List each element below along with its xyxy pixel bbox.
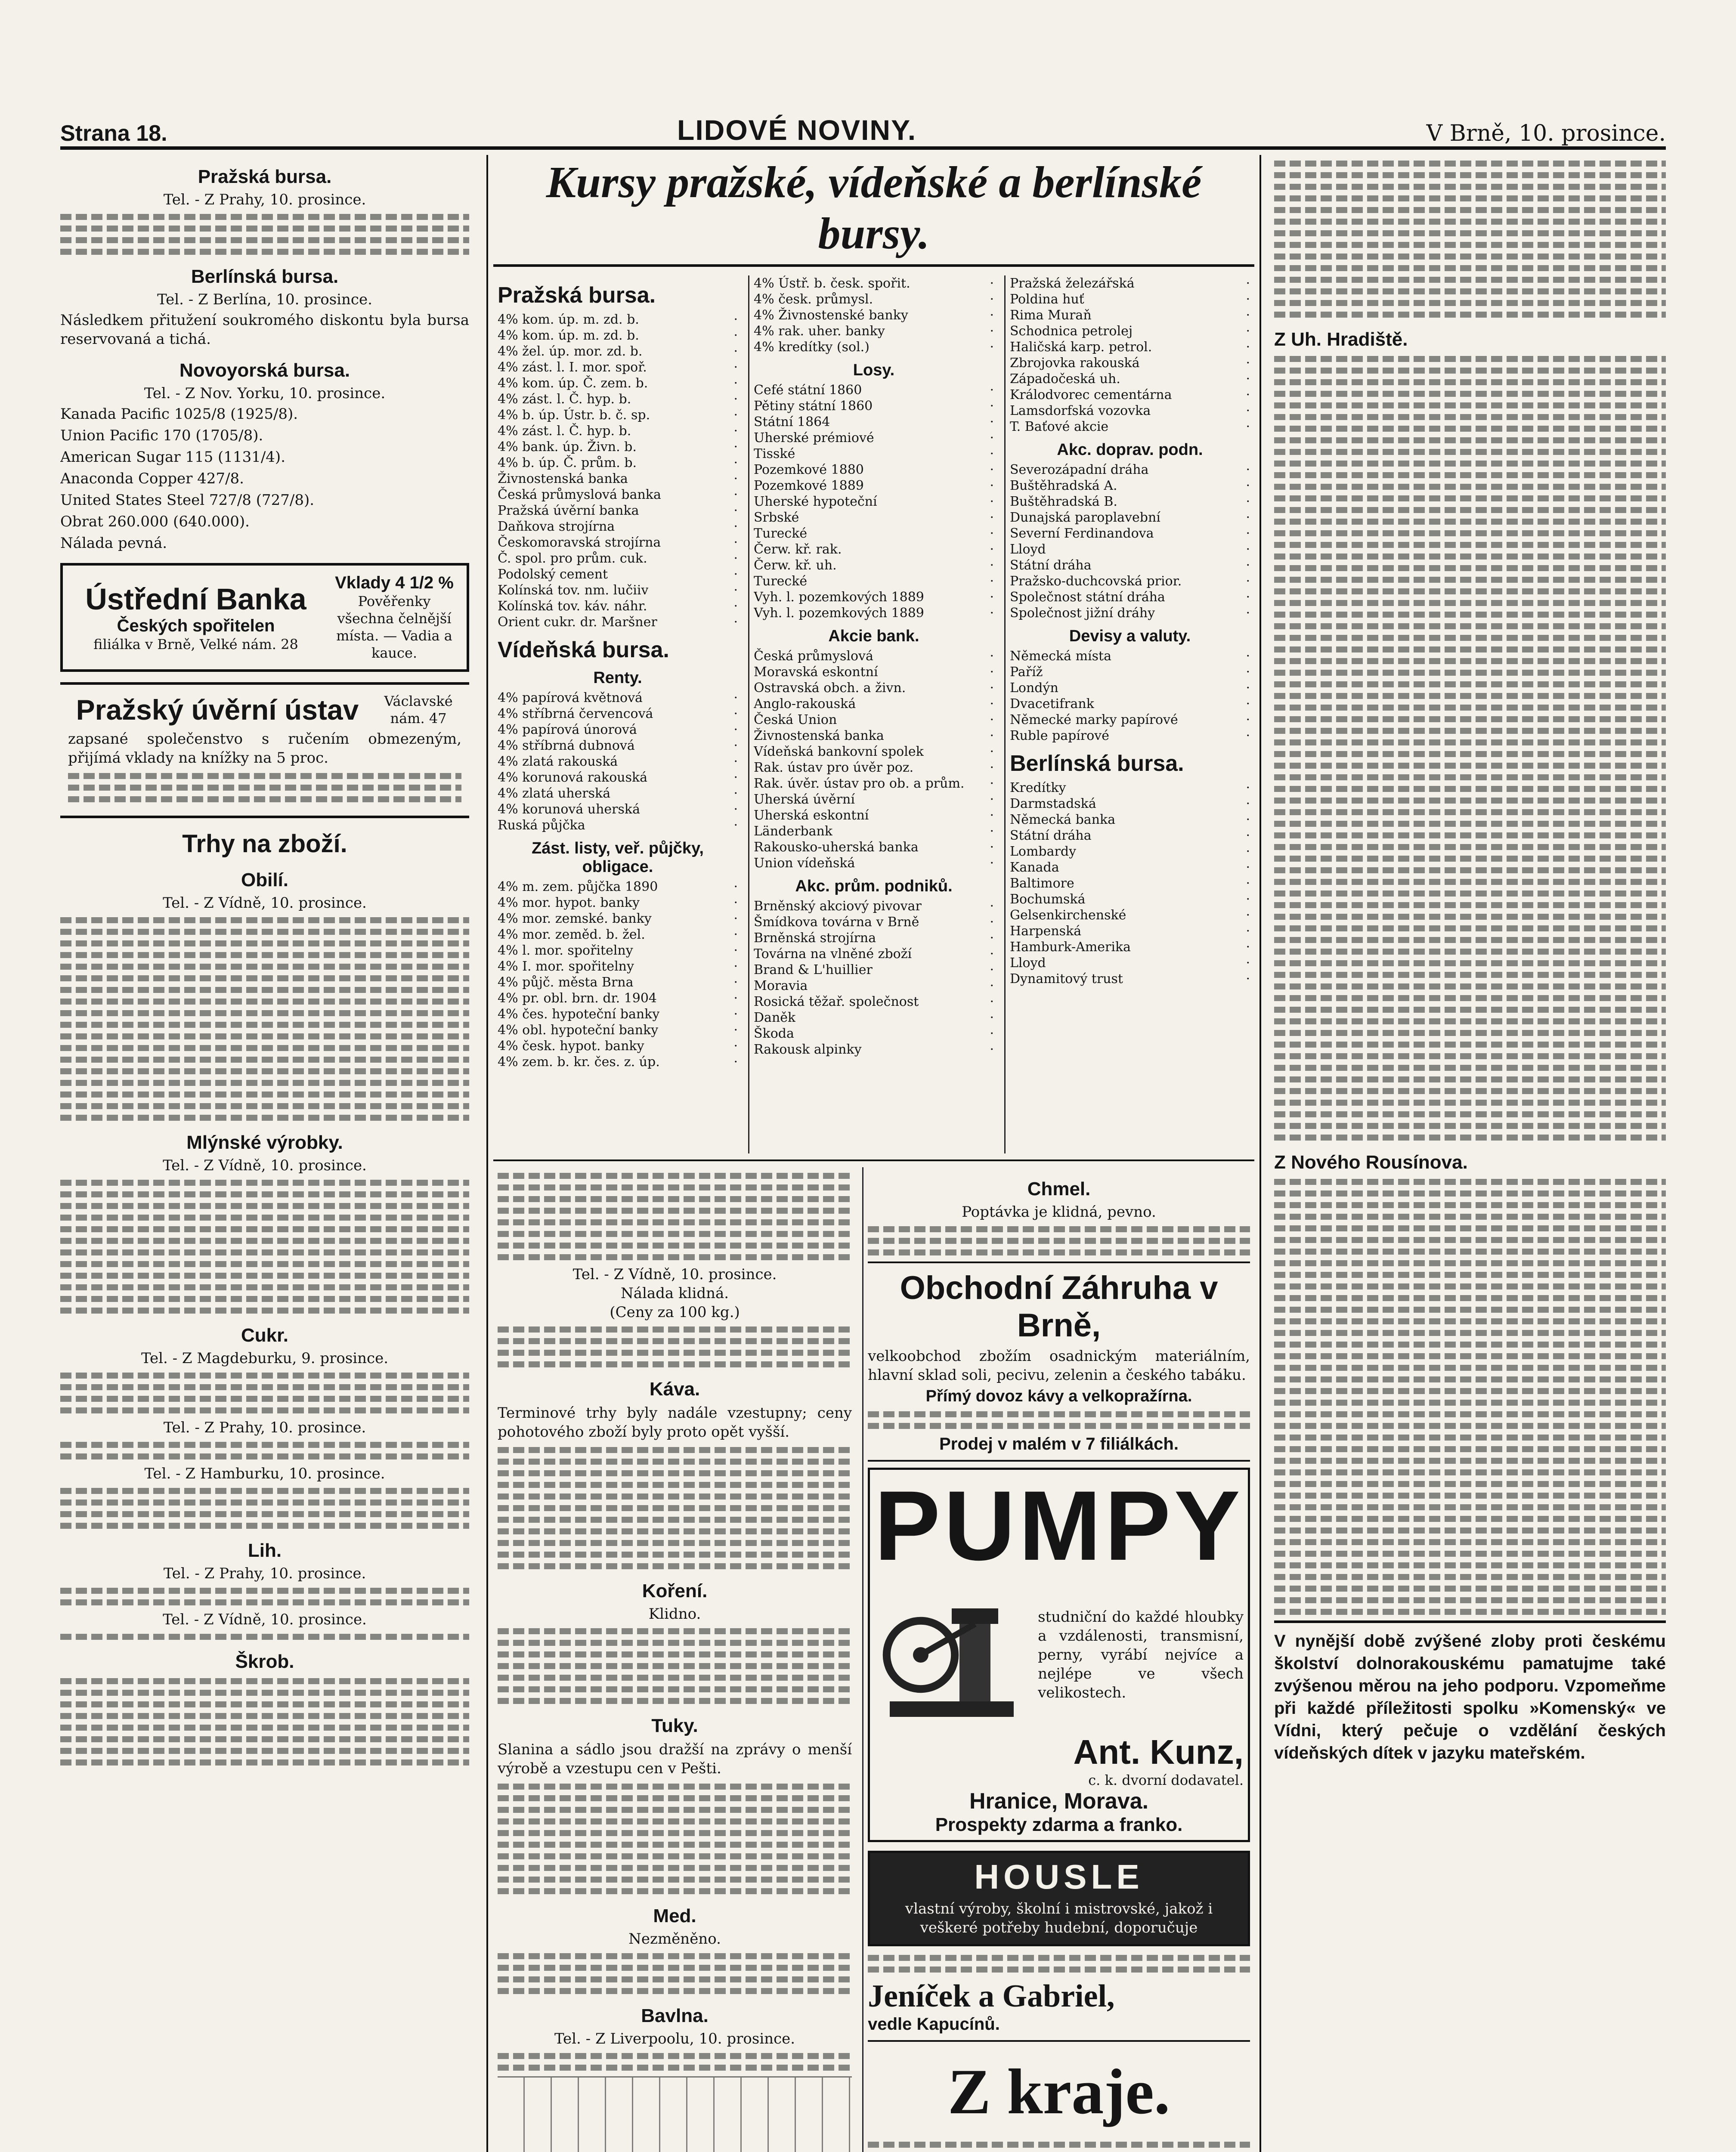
table-row: Pozemkové 1880 · [754, 462, 994, 477]
table-row: Šmídkova továrna v Brně · [754, 915, 994, 930]
table-row: Lloyd · [1010, 542, 1250, 557]
table-row: Rakousko-uherská banka · [754, 840, 994, 855]
bank-shares-title: Akcie bank. [828, 627, 919, 645]
ad-pumpy-title: PUMPY [874, 1470, 1244, 1581]
table-row: Rosická těžař. společnost · [754, 994, 994, 1009]
table-row: Schodnica petrolej · [1010, 324, 1250, 339]
ad-pumpy-foot: Prospekty zdarma a franko. [935, 1814, 1183, 1835]
ad-bank-line2: filiálka v Brně, Velké nám. 28 [93, 636, 298, 652]
ad-bank-brand: Ústřední Banka [85, 582, 306, 616]
table-row: Státní dráha · [1010, 828, 1250, 843]
table-row: 4% papírová únorová · [498, 722, 738, 737]
ad-housle-text: vlastní výroby, školní i mistrovské, jakož i veškeré potřeby hudební, doporučuje [905, 1900, 1213, 1936]
ny-line: American Sugar 115 (1131/4). [60, 448, 285, 466]
table-row: Rakousk alpinky · [754, 1042, 994, 1057]
table-row: 4% kredítky (sol.) · [754, 340, 994, 355]
table-row: 4% kom. úp. m. zd. b. · [498, 328, 738, 343]
table-row: Dunajská paroplavební · [1010, 510, 1250, 525]
coffee-title: Káva. [649, 1379, 700, 1400]
spices-title: Koření. [642, 1580, 708, 1602]
page-number: Strana 18. [60, 121, 167, 146]
table-row: Severozápadní dráha · [1010, 462, 1250, 477]
ad-uverni-address: Václavské nám. 47 [384, 693, 453, 727]
bourse-tables [493, 275, 1254, 1153]
ad-ustredni-banka [60, 563, 469, 672]
table-prague-vienna [493, 275, 742, 1153]
table-row: Rak. úvěr. ústav pro ob. a prům. · [754, 776, 994, 791]
table-row: 4% korunová uherská · [498, 802, 738, 817]
table-row: Rak. ústav pro úvěr poz. · [754, 760, 994, 775]
table-row: 4% mor. hypot. banky · [498, 895, 738, 910]
table-row: 4% kom. úp. m. zd. b. · [498, 312, 738, 327]
table-row: Darmstadská · [1010, 796, 1250, 811]
masthead [60, 108, 1666, 150]
grain-dateline: Tel. - Z Vídně, 10. prosince. [163, 894, 367, 912]
article-uh-hradiste-title: Z Uh. Hradiště. [1274, 329, 1408, 350]
table-row: 4% zlatá uherská · [498, 786, 738, 801]
column-middle [486, 155, 1261, 2152]
table-row: 4% obl. hypoteční banky · [498, 1023, 738, 1038]
ad-housle-title: HOUSLE [974, 1858, 1144, 1896]
hops-title: Chmel. [1027, 1178, 1091, 1200]
table-row: Haličská karp. petrol. · [1010, 340, 1250, 355]
ad-zadruha-title: Obchodní Záhruha v Brně, [900, 1270, 1218, 1344]
table-row: Anglo-rakouská · [754, 696, 994, 711]
table-row: Německé marky papírové · [1010, 712, 1250, 727]
table-row: 4% zást. l. Č. hyp. b. · [498, 424, 738, 439]
berlin-bourse-title: Berlínská bursa. [191, 266, 339, 287]
table-row: Kredítky · [1010, 780, 1250, 795]
ad-zadruha [868, 1269, 1250, 1454]
dateline: V Brně, 10. prosince. [1426, 121, 1666, 146]
table-row: 4% Ústř. b. česk. spořit. · [754, 276, 994, 291]
ad-jenicek-sub: vedle Kapucínů. [868, 2015, 1000, 2034]
table-row: Poldina huť · [1010, 292, 1250, 307]
table-row: 4% zást. l. I. mor. spoř. · [498, 360, 738, 375]
table-row: Uherská úvěrní · [754, 792, 994, 807]
table-row: Živnostenská banka · [754, 728, 994, 743]
table-row: 4% česk. průmysl. · [754, 292, 994, 307]
table-row: Česká Union · [754, 712, 994, 727]
table-row: Živnostenská banka · [498, 471, 738, 486]
table-row: Státní dráha · [1010, 558, 1250, 573]
table-row: Turecké · [754, 526, 994, 541]
table-row: Baltimore · [1010, 876, 1250, 891]
table-right [1004, 275, 1254, 1153]
table-row: 4% I. mor. spořitelny · [498, 959, 738, 974]
ad-pumpy-city: Hranice, Morava. [969, 1789, 1149, 1814]
newspaper-title: LIDOVÉ NOVINY. [677, 114, 917, 146]
table-row: Německá místa · [1010, 649, 1250, 664]
section-z-kraje: Z kraje. [947, 2056, 1170, 2127]
table-row: Čerw. kř. rak. · [754, 542, 994, 557]
table-row: Länderbank · [754, 824, 994, 839]
vienna-obligations-title: Zást. listy, veř. půjčky, obligace. [532, 839, 704, 876]
flax-dateline-1: Tel. - Z Prahy, 10. prosince. [163, 1565, 366, 1582]
table-row: Česká průmyslová · [754, 649, 994, 664]
table-row: Orient cukr. dr. Maršner · [498, 615, 738, 630]
vienna-rent-title: Renty. [593, 669, 642, 687]
table-row: Pražská železářská · [1010, 276, 1250, 291]
bourse-banner: Kursy pražské, vídeňské a berlínské bursy. [493, 155, 1254, 267]
table-row: Pětiny státní 1860 · [754, 399, 994, 414]
fats-text: Slanina a sádlo jsou dražší na zprávy o menší výrobě a vzestupu cen v Pešti. [498, 1741, 852, 1777]
mill-title: Mlýnské výrobky. [186, 1132, 343, 1153]
ad-uverni-title: Pražský úvěrní ústav [76, 694, 359, 726]
table-row: Německá banka · [1010, 812, 1250, 827]
table-row: Pozemkové 1889 · [754, 478, 994, 493]
ny-line: Obrat 260.000 (640.000). [60, 513, 250, 530]
table-row: Paříž · [1010, 665, 1250, 680]
ny-line: Anaconda Copper 427/8. [60, 470, 244, 487]
flax-title: Lih. [248, 1540, 282, 1561]
table-row: Uherské prémiové · [754, 430, 994, 445]
table-row: Pražsko-duchcovská prior. · [1010, 574, 1250, 589]
commodities-column [493, 1167, 856, 2152]
table-row: Brněnský akciový pivovar · [754, 899, 994, 914]
table-row: 4% korunová rakouská · [498, 770, 738, 785]
table-row: Vídeňská bankovní spolek · [754, 744, 994, 759]
table-row: Čerw. kř. uh. · [754, 558, 994, 573]
prague-table-title: Pražská bursa. [498, 283, 656, 308]
table-row: 4% mor. zeměd. b. žel. · [498, 927, 738, 942]
komensky-notice: V nynější době zvýšené zloby proti českému školství dolnorakouskému pamatujme také zvýšenou měrou na jeho podporu. Vzpomeňme při každé příležitosti spolku »Komenský« ve Vídni, který pečuje o vzdělání českých vídeňských dítek v jazyku mateřském. [1274, 1620, 1666, 1764]
table-row: 4% zem. b. kr. čes. z. úp. · [498, 1054, 738, 1070]
table-row: 4% zlatá rakouská · [498, 754, 738, 769]
fats-title: Tuky. [651, 1715, 698, 1736]
ad-zadruha-sub: Přímý dovoz kávy a velkopražírna. [925, 1387, 1192, 1405]
table-row: Č. spol. pro prům. cuk. · [498, 551, 738, 566]
table-row: Bochumská · [1010, 892, 1250, 907]
table-row: 4% b. úp. Č. prům. b. · [498, 455, 738, 470]
mill-dateline: Tel. - Z Vídně, 10. prosince. [163, 1157, 367, 1174]
grain-title: Obilí. [241, 869, 288, 890]
article-rousinov-title: Z Nového Rousínova. [1274, 1152, 1468, 1173]
table-row: 4% stříbrná dubnová · [498, 738, 738, 753]
berlin-bourse-text: Následkem přitužení soukromého diskontu byla bursa reservovaná a tichá. [60, 312, 469, 348]
coffee-text: Terminové trhy byly nadále vzestupny; ceny pohotového zboží byly proto opět vyšší. [498, 1404, 852, 1441]
table-row: Srbské · [754, 510, 994, 525]
table-row: Ruská půjčka · [498, 818, 738, 833]
table-row: T. Baťové akcie · [1010, 419, 1250, 434]
ad-jenicek-title: Jeníček a Gabriel, [868, 1979, 1115, 2014]
trade-title: Trhy na zboží. [182, 830, 347, 858]
table-row: 4% žel. úp. mor. zd. b. · [498, 344, 738, 359]
ad-pumpy [868, 1468, 1250, 1842]
table-row: 4% rak. uher. banky · [754, 324, 994, 339]
table-row: Českomoravská strojírna · [498, 535, 738, 550]
table-row: 4% kom. úp. Č. zem. b. · [498, 376, 738, 391]
lots-title: Losy. [853, 361, 895, 379]
cotton-title: Bavlna. [641, 2005, 709, 2026]
table-row: Lloyd · [1010, 955, 1250, 971]
honey-text: Nezměněno. [628, 1930, 721, 1948]
milk-price-note: (Ceny za 100 kg.) [610, 1304, 740, 1321]
table-row: Turecké · [754, 574, 994, 589]
ad-bank-line1: Českých spořitelen [117, 616, 275, 635]
table-row: 4% bank. úp. Živn. b. · [498, 439, 738, 455]
spices-text: Klidno. [648, 1605, 701, 1623]
starch-title: Škrob. [235, 1651, 294, 1672]
honey-title: Med. [653, 1905, 696, 1926]
vienna-table-title: Vídeňská bursa. [498, 637, 669, 662]
table-row: Gelsenkirchenské · [1010, 908, 1250, 923]
table-row: Uherské hypoteční · [754, 494, 994, 509]
table-row: 4% půjč. města Brna · [498, 975, 738, 990]
table-row: Kanada · [1010, 860, 1250, 875]
table-row: Buštěhradská B. · [1010, 494, 1250, 509]
column-left [60, 155, 469, 2152]
table-row: Zbrojovka rakouská · [1010, 356, 1250, 371]
sugar-title: Cukr. [241, 1325, 289, 1346]
ad-uverni-ustav [60, 682, 469, 818]
table-row: Kolínská tov. nm. lučiiv · [498, 583, 738, 598]
ny-line: Kanada Pacific 1025/8 (1925/8). [60, 405, 298, 423]
table-row: Společnost státní dráha · [1010, 590, 1250, 605]
table-row: Továrna na vlněné zboží · [754, 946, 994, 962]
ny-bourse-title: Novoyorská bursa. [179, 360, 350, 381]
ny-bourse-dateline: Tel. - Z Nov. Yorku, 10. prosince. [144, 385, 386, 402]
table-row: Moravská eskontní · [754, 665, 994, 680]
ny-line: Nálada pevná. [60, 535, 167, 552]
table-row: Škoda · [754, 1026, 994, 1041]
table-row: Dynamitový trust · [1010, 971, 1250, 986]
prague-bourse-dateline: Tel. - Z Prahy, 10. prosince. [163, 191, 366, 208]
ads-column [862, 1167, 1254, 2152]
table-row: Hamburk-Amerika · [1010, 940, 1250, 955]
table-row: 4% mor. zemské. banky · [498, 911, 738, 926]
sugar-dateline-2: Tel. - Z Prahy, 10. prosince. [163, 1419, 366, 1436]
table-row: Uherská eskontní · [754, 808, 994, 823]
table-row: Cefé státní 1860 · [754, 383, 994, 398]
ad-bank-services: Pověřenky všechna čelnější místa. — Vadia a kauce. [336, 593, 452, 661]
table-row: Daňkova strojírna · [498, 519, 738, 534]
table-row: Králodvorec cementárna · [1010, 387, 1250, 402]
industry-title: Akc. prům. podniků. [795, 877, 953, 895]
table-row: Tisské · [754, 446, 994, 461]
table-row: Státní 1864 · [754, 414, 994, 430]
table-row: Lombardy · [1010, 844, 1250, 859]
table-row: Vyh. l. pozemkových 1889 · [754, 590, 994, 605]
table-row: Kolínská tov. káv. náhr. · [498, 599, 738, 614]
table-row: Harpenská · [1010, 924, 1250, 939]
table-row: Daněk · [754, 1010, 994, 1025]
table-row: Lamsdorfská vozovka · [1010, 403, 1250, 418]
transport-title: Akc. doprav. podn. [1057, 441, 1203, 459]
table-row: Podolský cement · [498, 567, 738, 582]
ny-line: United States Steel 727/8 (727/8). [60, 492, 315, 509]
table-row: Pražská úvěrní banka · [498, 503, 738, 518]
ad-zadruha-sale: Prodej v malém v 7 filiálkách. [939, 1435, 1179, 1453]
table-row: Moravia · [754, 978, 994, 993]
table-row: 4% b. úp. Ústr. b. č. sp. · [498, 408, 738, 423]
table-row: 4% pr. obl. brn. dr. 1904 · [498, 991, 738, 1006]
table-row: Společnost jižní dráhy · [1010, 606, 1250, 621]
ad-housle [868, 1851, 1250, 1946]
table-row: Rima Muraň · [1010, 308, 1250, 323]
ad-bank-rate: Vklady 4 1/2 % [335, 573, 454, 592]
ad-uverni-text: zapsané společenstvo s ručením obmezeným, přijímá vklady na knížky na 5 proc. [68, 730, 461, 767]
ny-line: Union Pacific 170 (1705/8). [60, 427, 263, 444]
table-row: Vyh. l. pozemkových 1889 · [754, 606, 994, 621]
table-row: 4% stříbrná červencová · [498, 706, 738, 721]
table-row: Ostravská obch. a živn. · [754, 680, 994, 696]
ad-jenicek [868, 1955, 1250, 2034]
table-row: Ruble papírové · [1010, 728, 1250, 743]
table-row: Brněnská strojírna · [754, 931, 994, 946]
table-row: Západočeská uh. · [1010, 371, 1250, 386]
column-right [1274, 155, 1666, 2152]
table-row: Severní Ferdinandova · [1010, 526, 1250, 541]
table-row: Union vídeňská · [754, 856, 994, 871]
prague-bourse-title: Pražská bursa. [198, 166, 332, 187]
table-row: 4% m. zem. půjčka 1890 · [498, 879, 738, 894]
table-row: 4% l. mor. spořitelny · [498, 943, 738, 958]
milk-dateline: Tel. - Z Vídně, 10. prosince. [572, 1266, 777, 1283]
table-row: 4% čes. hypoteční banky · [498, 1007, 738, 1022]
ad-zadruha-text: velkoobchod zbožím osadnickým materiálním, hlavní sklad soli, pecivu, zelenin a českého tabáku. [868, 1348, 1250, 1384]
table-row: Buštěhradská A. · [1010, 478, 1250, 493]
sugar-dateline-3: Tel. - Z Hamburku, 10. prosince. [144, 1465, 385, 1482]
lower-middle [493, 1167, 1254, 2152]
ad-pumpy-brand: Ant. Kunz, [1073, 1733, 1244, 1771]
fx-title: Devisy a valuty. [1069, 627, 1191, 645]
table-row: Brand & L'huillier · [754, 962, 994, 977]
table-row: Česká průmyslová banka · [498, 487, 738, 502]
ad-pumpy-text: studniční do každé hloubky a vzdálenosti, transmisní, perny, vyrábí nejvíce a nejlépe ve všech velikostech. [1038, 1608, 1244, 1701]
ad-pumpy-sub: c. k. dvorní dodavatel. [1088, 1772, 1244, 1788]
table-row: 4% papírová květnová · [498, 690, 738, 705]
milk-mood: Nálada klidná. [620, 1285, 729, 1302]
flax-dateline-2: Tel. - Z Vídně, 10. prosince. [163, 1611, 367, 1628]
hops-text: Poptávka je klidná, pevno. [962, 1203, 1156, 1221]
table-row: Dvacetifrank · [1010, 696, 1250, 711]
berlin-table-title: Berlínská bursa. [1010, 751, 1184, 776]
sugar-dateline-1: Tel. - Z Magdeburku, 9. prosince. [141, 1350, 389, 1367]
pump-machine-icon [874, 1577, 1029, 1732]
cotton-dateline: Tel. - Z Liverpoolu, 10. prosince. [554, 2030, 795, 2047]
table-row: 4% česk. hypot. banky · [498, 1039, 738, 1054]
table-row: Londýn · [1010, 680, 1250, 696]
table-middle [748, 275, 998, 1153]
table-row: 4% zást. l. Č. hyp. b. · [498, 392, 738, 407]
table-row: 4% Živnostenské banky · [754, 308, 994, 323]
berlin-bourse-dateline: Tel. - Z Berlína, 10. prosince. [157, 291, 372, 308]
